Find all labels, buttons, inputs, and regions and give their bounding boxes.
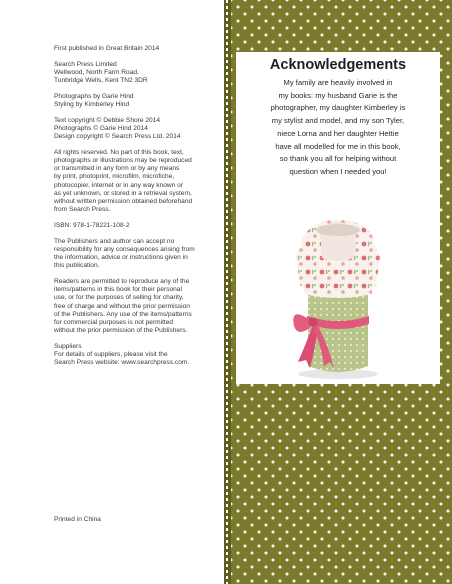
rights-notice: All rights reserved. No part of this book, text, photographs or illustrations may be reproduced or transmitted in any form or by any means by print, photoprint, microfilm, microfiche, photocopier, internet or in any way known or as yet unknown, or stored in a retrieval system, without written permission obtained beforehand from Search Press. [54,148,193,214]
imprint-text-block [54,45,222,375]
first-published-line: First published in Great Britain 2014 [54,45,160,52]
fabric-vase-photo [276,198,400,384]
fabric-vase-illustration [276,198,400,384]
isbn-line: ISBN: 978-1-78221-108-2 [54,221,130,229]
stitched-border [224,0,231,584]
liability-notice: The Publishers and author can accept no responsibility for any consequences arising from the information, advice or instructions given in this publication. [54,237,195,270]
acknowledgements-card [236,52,440,384]
publisher-address: Search Press Limited Wellwood, North Farm Road, Tunbridge Wells, Kent TN2 3DR [54,60,148,85]
copyright-notice: Text copyright © Debbie Shore 2014 Photographs © Garie Hind 2014 Design copyright © Search Press Ltd. 2014 [54,116,181,141]
permission-notice: Readers are permitted to reproduce any of the items/patterns in this book for their personal use, or for the purposes of selling for charity, free of charge and without the prior permission of the Publishers. Any use of the items/patterns for commercial purposes is not permitted without the prior permission of the Publishers. [54,277,192,335]
acknowledgements-title: Acknowledgements [269,57,407,73]
acknowledgements-body: My family are heavily involved in my books: my husband Garie is the photographer, my daughter Kimberley is my stylist and model, and my son Tyler, niece Lorna and her daughter Hettie have all modelled for me in this book, so thank you all for helping without question when I needed you! [270,78,406,176]
printed-in-line: Printed in China [54,516,101,523]
photography-credits: Photographs by Garie Hind Styling by Kimberley Hind [54,92,134,109]
suppliers-notice: Suppliers For details of suppliers, please visit the Search Press website: www.searchpress.com. [54,342,190,367]
